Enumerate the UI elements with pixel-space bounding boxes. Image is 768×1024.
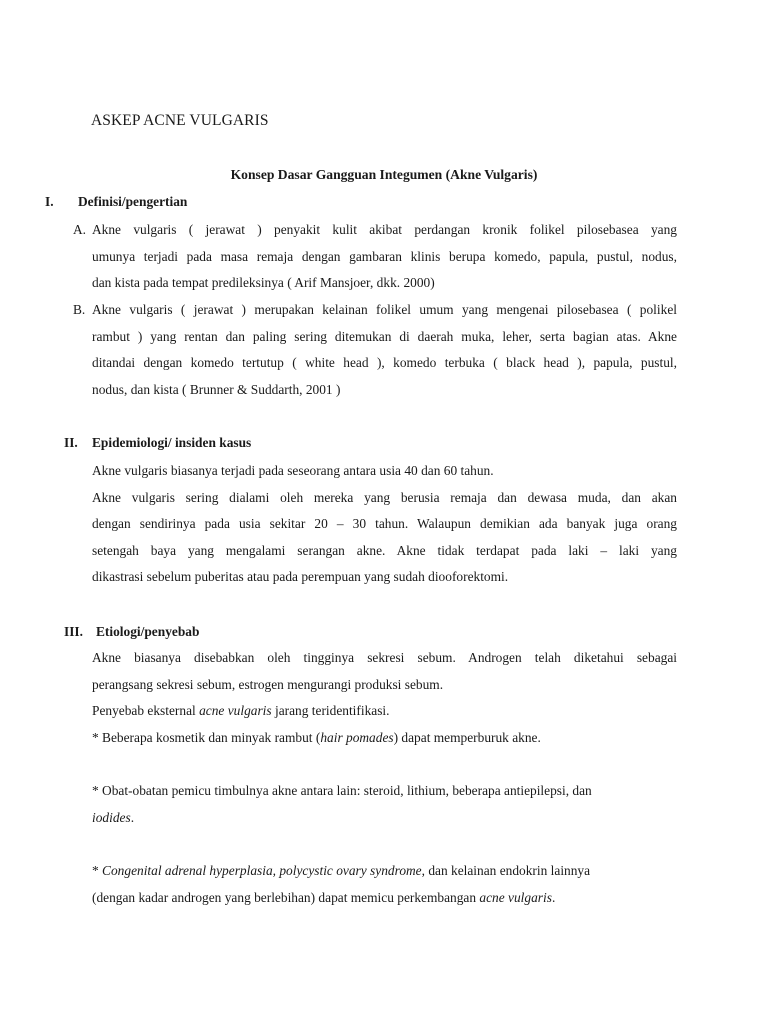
bullet-drugs-italic: iodides xyxy=(92,809,131,825)
item-a-line-2: umunya terjadi pada masa remaja dengan gambaran klinis berupa komedo, papula, pustul, nodus, xyxy=(92,248,677,264)
document-subtitle: Konsep Dasar Gangguan Integumen (Akne Vulgaris) xyxy=(230,167,538,182)
section-3-heading xyxy=(64,624,199,640)
epidemiology-line-5: dikastrasi sebelum puberitas atau pada perempuan yang sudah diooforektomi. xyxy=(92,569,509,584)
section-1-number: I. xyxy=(45,194,54,209)
item-b-line-3: ditandai dengan komedo tertutup ( white head ), komedo terbuka ( black head ), papula, pustul, xyxy=(92,355,677,370)
item-b-marker: B. xyxy=(73,302,86,317)
section-3-title: Etiologi/penyebab xyxy=(96,624,200,639)
bullet-endocrine-star: * xyxy=(92,863,103,878)
bullet-cosmetics-prefix: * Beberapa kosmetik dan minyak rambut ( xyxy=(92,729,321,745)
external-suffix: jarang teridentifikasi. xyxy=(271,703,390,718)
epidemiology-line-4: setengah baya yang mengalami serangan akne. Akne tidak terdapat pada laki – laki yang xyxy=(92,542,677,558)
epidemiology-line-3: dengan sendirinya pada usia sekitar 20 – 30 tahun. Walaupun demikian ada banyak juga orang xyxy=(92,516,677,531)
item-a-line-1: Akne vulgaris ( jerawat ) penyakit kulit akibat perdangan kronik folikel pilosebasea yang xyxy=(92,222,677,237)
item-b-line-2: rambut ) yang rentan dan paling sering ditemukan di daerah muka, leher, serta bagian atas. Akne xyxy=(92,328,677,344)
bullet-drugs xyxy=(92,778,677,831)
external-prefix: Penyebab eksternal xyxy=(92,703,200,718)
bullet-cosmetics-italic: hair pomades xyxy=(320,729,394,745)
bullet-endocrine-line-1 xyxy=(92,858,677,885)
etiology-line-2: perangsang sekresi sebum, estrogen mengurangi produksi sebum. xyxy=(92,676,444,692)
bullet-endocrine-line2-prefix: (dengan kadar androgen yang berlebihan) dapat memicu perkembangan xyxy=(92,889,480,905)
bullet-cosmetics-suffix: ) dapat memperburuk akne. xyxy=(393,729,541,745)
bullet-endocrine-suffix: , dan kelainan endokrin lainnya xyxy=(421,863,591,878)
bullet-drugs-line-1: * Obat-obatan pemicu timbulnya akne antara lain: steroid, lithium, beberapa antiepilepsi, dan xyxy=(92,783,592,798)
bullet-drugs-suffix: . xyxy=(130,809,135,825)
item-b-line-1: Akne vulgaris ( jerawat ) merupakan kelainan folikel umum yang mengenai pilosebasea ( polikel xyxy=(92,302,677,317)
epidemiology-line-2: Akne vulgaris sering dialami oleh mereka yang berusia remaja dan dewasa muda, dan akan xyxy=(92,489,677,505)
section-3-number: III. xyxy=(64,624,83,639)
epidemiology-paragraph xyxy=(92,458,677,591)
bullet-endocrine-line2-suffix: . xyxy=(551,889,556,905)
item-a-paragraph xyxy=(92,217,677,297)
item-a-marker: A. xyxy=(73,222,87,237)
section-2-number: II. xyxy=(64,435,78,450)
bullet-drugs-line-2 xyxy=(92,805,677,832)
etiology-paragraph xyxy=(92,645,677,751)
bullet-endocrine xyxy=(92,858,677,911)
etiology-external-line xyxy=(92,698,677,725)
external-italic: acne vulgaris xyxy=(199,703,272,718)
bullet-endocrine-line-2 xyxy=(92,885,677,912)
item-b-line-4: nodus, dan kista ( Brunner & Suddarth, 2001 ) xyxy=(92,381,341,397)
section-2-heading xyxy=(64,435,251,451)
epidemiology-line-1: Akne vulgaris biasanya terjadi pada seseorang antara usia 40 dan 60 tahun. xyxy=(92,463,494,478)
section-1-title: Definisi/pengertian xyxy=(78,194,188,209)
document-title: ASKEP ACNE VULGARIS xyxy=(91,112,269,129)
bullet-endocrine-line2-italic: acne vulgaris xyxy=(479,889,552,905)
section-1-heading xyxy=(45,194,187,210)
section-2-title: Epidemiologi/ insiden kasus xyxy=(92,435,252,450)
item-a-line-3: dan kista pada tempat predileksinya ( Arif Mansjoer, dkk. 2000) xyxy=(92,275,435,290)
bullet-cosmetics xyxy=(92,725,677,752)
item-b-paragraph xyxy=(92,297,677,403)
etiology-line-1: Akne biasanya disebabkan oleh tingginya sekresi sebum. Androgen telah diketahui sebagai xyxy=(92,650,677,665)
bullet-endocrine-italic: Congenital adrenal hyperplasia, polycystic ovary syndrome xyxy=(102,863,422,878)
